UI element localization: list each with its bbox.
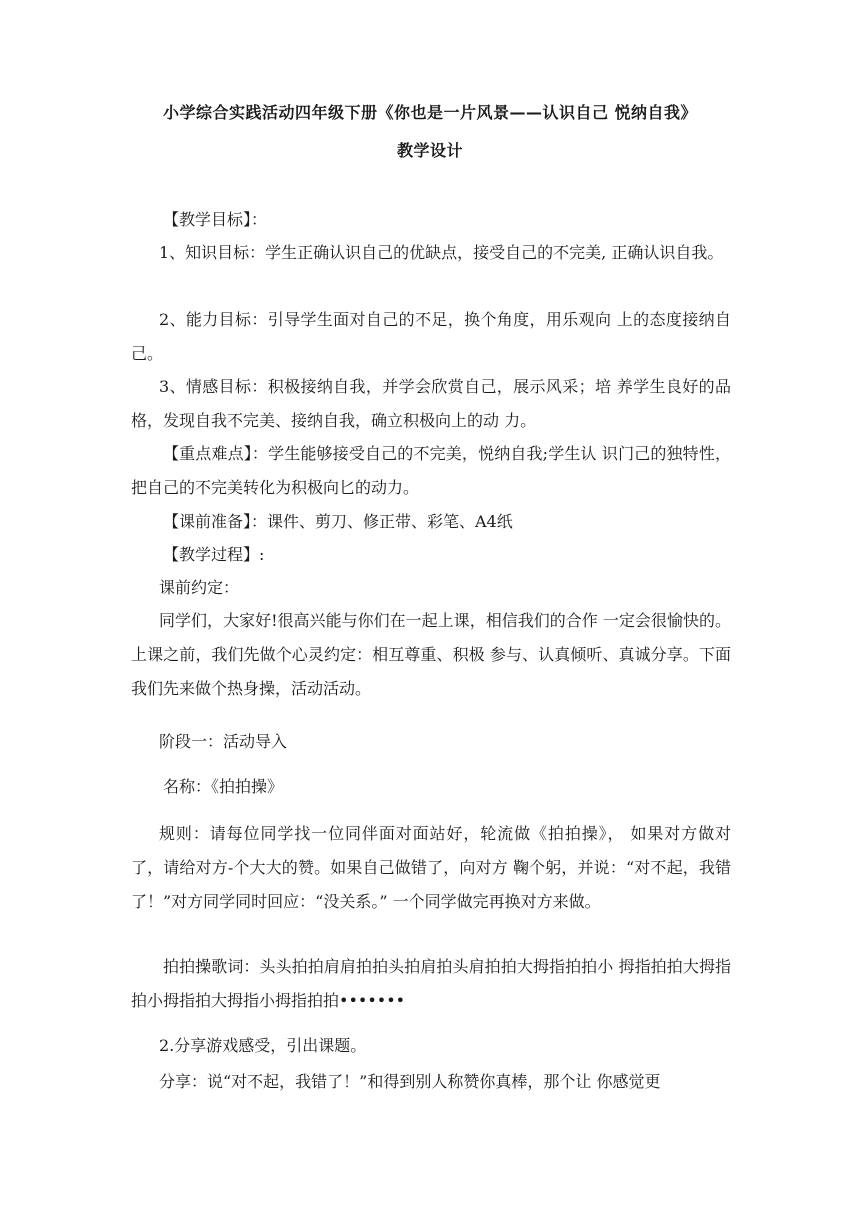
paragraph-share: 分享：说“对不起，我错了！”和得到别人称赞你真棒，那个让 你感觉更: [159, 1072, 661, 1091]
paragraph-preparation: 【课前准备】：课件、剪刀、修正带、彩笔、A4纸: [163, 512, 513, 531]
paragraph-ability-goal: 2、能力目标：引导学生面对自己的不足，换个角度，用乐观向 上的态度接纳自己。: [131, 310, 731, 363]
paragraph-class-agreement: 同学们，大家好!很高兴能与你们在一起上课，相信我们的合作 一定会很愉快的。上课之前，我们先做个心灵约定：相互尊重、积极 参与、认真倾听、真诚分享。下面我们先来做个热身操，活动活动。: [131, 611, 731, 698]
section-heading-objectives: 【教学目标】：: [163, 210, 268, 229]
section-heading-process: 【教学过程】:: [163, 545, 265, 564]
paragraph-emotion-goal: 3、情感目标：积极接纳自我，并学会欣赏自己，展示风采；培 养学生良好的品格，发现自我不完美、接纳自我，确立积极向上的动 力。: [131, 377, 731, 430]
paragraph-stage-one: 阶段一：活动导入: [159, 732, 288, 751]
paragraph-class-agreement-heading: 课前约定：: [159, 578, 240, 597]
paragraph-rules: 规则：请每位同学找一位同伴面对面站好，轮流做《拍拍操》， 如果对方做对了，请给对方-个大大的赞。如果自己做错了，向对方 鞠个躬，并说：“对不起，我错了！”对方同学同时回应：“没关系。” 一个同学做完再换对方来做。: [131, 824, 731, 911]
paragraph-knowledge-goal: 1、知识目标：学生正确认识自己的优缺点，接受自己的不完美, 正确认识自我。: [159, 243, 724, 262]
paragraph-share-heading: 2.分享游戏感受，引出课题。: [159, 1036, 367, 1055]
paragraph-activity-name: 名称：《拍拍操》: [163, 777, 284, 796]
document-title: 小学综合实践活动四年级下册《你也是一片风景——认识自己 悦纳自我》: [162, 103, 698, 122]
paragraph-key-difficulties: 【重点难点】：学生能够接受自己的不完美，悦纳自我;学生认 识门己的独特性，把自己的不完美转化为积极向匕的动力。: [131, 444, 731, 497]
paragraph-lyrics: 拍拍操歌词：头头拍拍肩肩拍拍头拍肩拍头肩拍拍大拇指拍拍小 拇指拍拍大拇指拍小拇指拍大拇指小拇指拍拍•••••••: [131, 957, 731, 1010]
document-subtitle: 教学设计: [396, 141, 463, 160]
